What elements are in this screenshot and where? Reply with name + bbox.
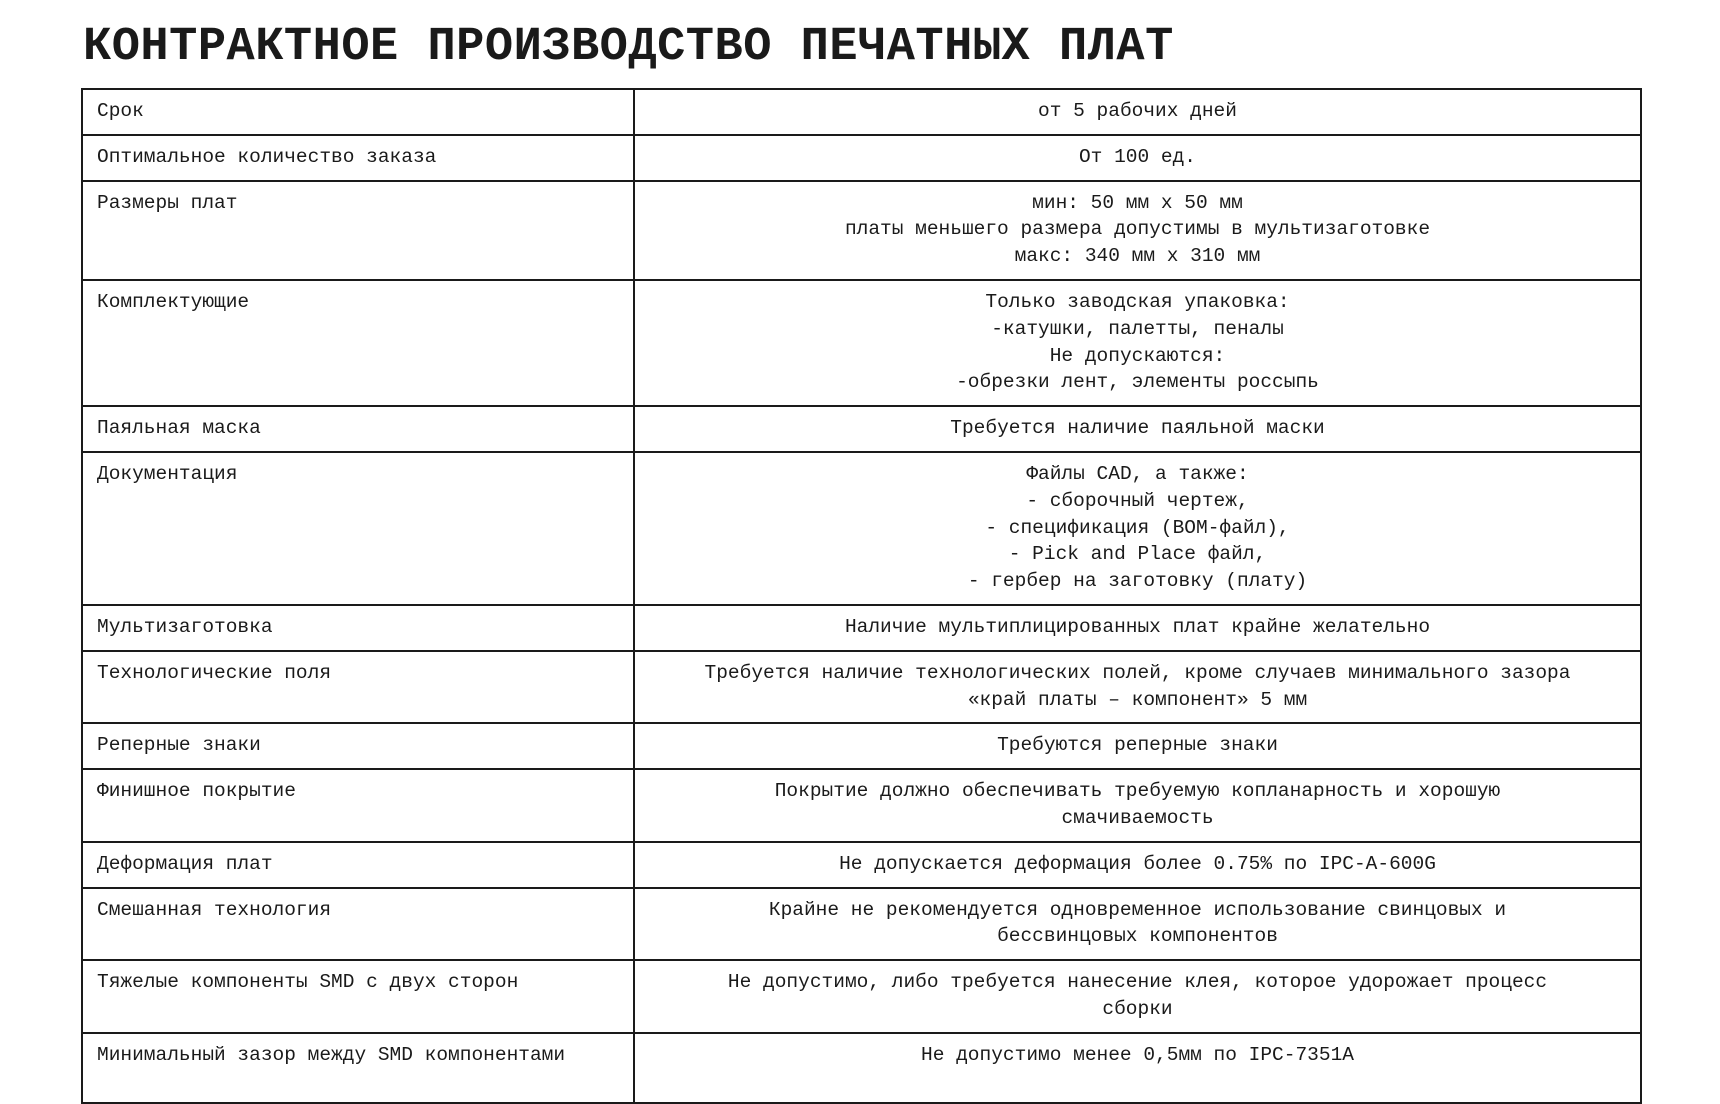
row-label: Паяльная маска [82, 406, 634, 452]
row-label: Комплектующие [82, 280, 634, 406]
row-label: Срок [82, 89, 634, 135]
row-label: Минимальный зазор между SMD компонентами [82, 1033, 634, 1103]
table-row [82, 135, 1641, 181]
row-value: Только заводская упаковка: -катушки, палетты, пеналы Не допускаются: -обрезки лент, элементы россыпь [634, 280, 1641, 406]
row-value: Требуется наличие паяльной маски [634, 406, 1641, 452]
row-value: Требуются реперные знаки [634, 723, 1641, 769]
spec-table [81, 88, 1642, 1104]
row-label: Оптимальное количество заказа [82, 135, 634, 181]
row-label: Размеры плат [82, 181, 634, 280]
table-row [82, 960, 1641, 1033]
row-label: Финишное покрытие [82, 769, 634, 842]
page-title: КОНТРАКТНОЕ ПРОИЗВОДСТВО ПЕЧАТНЫХ ПЛАТ [83, 21, 1174, 74]
table-row [82, 651, 1641, 724]
row-value: Не допускается деформация более 0.75% по IPC-A-600G [634, 842, 1641, 888]
row-value: От 100 ед. [634, 135, 1641, 181]
row-value: мин: 50 мм х 50 мм платы меньшего размера допустимы в мультизаготовке макс: 340 мм х 310 мм [634, 181, 1641, 280]
row-value: Наличие мультиплицированных плат крайне желательно [634, 605, 1641, 651]
row-value: Файлы CAD, а также: - сборочный чертеж, - спецификация (BOM-файл), - Pick and Place файл, - гербер на заготовку (плату) [634, 452, 1641, 605]
table-row [82, 605, 1641, 651]
row-label: Смешанная технология [82, 888, 634, 961]
row-label: Реперные знаки [82, 723, 634, 769]
table-row [82, 842, 1641, 888]
row-value: Не допустимо менее 0,5мм по IPC-7351A [634, 1033, 1641, 1103]
table-row [82, 181, 1641, 280]
row-value: Не допустимо, либо требуется нанесение клея, которое удорожает процесс сборки [634, 960, 1641, 1033]
table-row [82, 89, 1641, 135]
table-row [82, 406, 1641, 452]
row-value: Требуется наличие технологических полей, кроме случаев минимального зазора «край платы – компонент» 5 мм [634, 651, 1641, 724]
table-row [82, 280, 1641, 406]
row-label: Мультизаготовка [82, 605, 634, 651]
table-row [82, 1033, 1641, 1103]
table-row [82, 888, 1641, 961]
row-label: Документация [82, 452, 634, 605]
row-label: Технологические поля [82, 651, 634, 724]
table-row [82, 723, 1641, 769]
row-label: Тяжелые компоненты SMD с двух сторон [82, 960, 634, 1033]
row-label: Деформация плат [82, 842, 634, 888]
row-value: Крайне не рекомендуется одновременное использование свинцовых и бессвинцовых компонентов [634, 888, 1641, 961]
row-value: от 5 рабочих дней [634, 89, 1641, 135]
table-row [82, 452, 1641, 605]
row-value: Покрытие должно обеспечивать требуемую копланарность и хорошую смачиваемость [634, 769, 1641, 842]
table-row [82, 769, 1641, 842]
